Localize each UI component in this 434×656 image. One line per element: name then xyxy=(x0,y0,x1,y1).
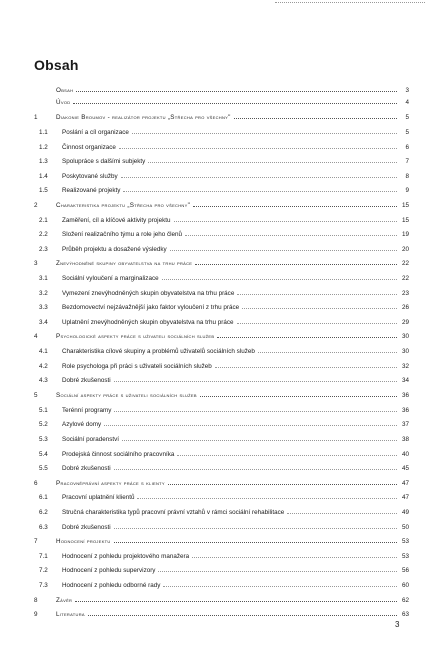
toc-entry[interactable] xyxy=(34,172,409,181)
dot-leader xyxy=(114,541,397,543)
toc-entry-page: 23 xyxy=(401,290,409,297)
dot-leader xyxy=(163,585,397,587)
toc-entry[interactable] xyxy=(34,508,409,517)
toc-entry-number: 3.2 xyxy=(39,290,48,297)
toc-entry-page: 47 xyxy=(401,494,409,501)
toc-entry[interactable] xyxy=(34,610,409,619)
toc-entry-label: Diakonie Broumov - realizátor projektu „Střecha pro všechny" xyxy=(56,114,231,121)
toc-entry-page: 30 xyxy=(401,333,409,340)
toc-entry[interactable] xyxy=(34,259,409,268)
dot-leader xyxy=(119,147,397,149)
toc-entry-label: Poskytované služby xyxy=(62,173,118,180)
toc-entry-label: Sociální vyloučení a marginalizace xyxy=(62,275,159,282)
toc-entry-number: 9 xyxy=(34,611,38,618)
toc-entry[interactable] xyxy=(34,420,409,429)
dot-leader xyxy=(88,614,397,616)
toc-entry[interactable] xyxy=(34,566,409,575)
dot-leader xyxy=(122,439,397,441)
toc-entry-label: Charakteristika projektu „Střecha pro všechny" xyxy=(56,202,191,209)
dot-leader xyxy=(114,527,397,529)
toc-entry-label: Azylové domy xyxy=(62,421,102,428)
toc-entry[interactable] xyxy=(34,406,409,415)
dot-leader xyxy=(121,176,397,178)
dot-leader xyxy=(76,90,397,92)
toc-entry-page: 36 xyxy=(401,392,409,399)
toc-entry-number: 8 xyxy=(34,597,38,604)
toc-entry-number: 2 xyxy=(34,202,38,209)
dot-leader xyxy=(174,220,398,222)
toc-entry[interactable] xyxy=(34,464,409,473)
toc-entry-number: 1.3 xyxy=(39,158,48,165)
toc-entry-label: Vymezení znevýhodněných skupin obyvatelstva na trhu práce xyxy=(62,290,235,297)
dot-leader xyxy=(192,556,397,558)
dot-leader xyxy=(217,336,397,338)
toc-entry-page: 36 xyxy=(401,407,409,414)
toc-entry-page: 9 xyxy=(405,187,409,194)
dot-leader xyxy=(177,454,397,456)
dot-leader xyxy=(158,570,397,572)
toc-entry-label: Sociální aspekty práce s uživateli sociálních služeb xyxy=(56,392,197,399)
toc-entry-number: 6.1 xyxy=(39,494,48,501)
dot-leader xyxy=(148,161,397,163)
toc-entry[interactable] xyxy=(34,216,409,225)
toc-entry-label: Charakteristika cílové skupiny a problémů uživatelů sociálních služeb xyxy=(62,348,255,355)
toc-entry-page: 37 xyxy=(401,421,409,428)
toc-entry-number: 7 xyxy=(34,538,38,545)
dot-leader xyxy=(234,117,397,119)
toc-entry-page: 34 xyxy=(401,377,409,384)
toc-entry-label: Zaměření, cíl a klíčové aktivity projektu xyxy=(62,217,171,224)
toc-entry[interactable] xyxy=(34,157,409,166)
toc-entry-page: 6 xyxy=(405,144,409,151)
toc-entry-number: 2.2 xyxy=(39,231,48,238)
toc-entry-number: 3.1 xyxy=(39,275,48,282)
toc-entry[interactable] xyxy=(34,143,409,152)
toc-entry-page: 32 xyxy=(401,363,409,370)
toc-entry-page: 49 xyxy=(401,509,409,516)
toc-entry-page: 15 xyxy=(401,217,409,224)
toc-entry[interactable] xyxy=(34,450,409,459)
toc-entry-number: 7.2 xyxy=(39,567,48,574)
toc-entry-label: Stručná charakteristika typů pracovní právní vztahů v rámci sociální rehabilitace xyxy=(62,509,285,516)
toc-entry[interactable] xyxy=(34,274,409,283)
toc-entry[interactable] xyxy=(34,537,409,546)
toc-entry-page: 20 xyxy=(401,246,409,253)
toc-entry-page: 50 xyxy=(401,524,409,531)
toc-entry-page: 15 xyxy=(401,202,409,209)
toc-entry-page: 5 xyxy=(405,114,409,121)
toc-entry-number: 4.3 xyxy=(39,377,48,384)
dot-leader xyxy=(237,322,397,324)
toc-entry[interactable] xyxy=(34,303,409,312)
toc-entry-number: 6 xyxy=(34,480,38,487)
toc-entry-label: Dobré zkušenosti xyxy=(62,377,111,384)
toc-entry[interactable] xyxy=(34,376,409,385)
toc-entry-number: 1.1 xyxy=(39,129,48,136)
toc-entry-label: Průběh projektu a dosažené výsledky xyxy=(62,246,167,253)
toc-entry[interactable] xyxy=(34,186,409,195)
toc-entry-label: Literatura xyxy=(56,611,85,618)
toc-entry-page: 3 xyxy=(405,87,409,94)
toc-entry[interactable] xyxy=(34,479,409,488)
dot-leader xyxy=(258,351,397,353)
toc-entry[interactable] xyxy=(34,347,409,356)
dot-leader xyxy=(104,424,397,426)
dot-leader xyxy=(168,483,397,485)
dot-leader xyxy=(132,132,397,134)
dot-leader xyxy=(185,234,397,236)
toc-entry[interactable] xyxy=(34,245,409,254)
toc-entry-number: 5.2 xyxy=(39,421,48,428)
dot-leader xyxy=(75,600,397,602)
dot-leader xyxy=(114,468,397,470)
toc-entry-number: 3.3 xyxy=(39,304,48,311)
toc-entry-page: 53 xyxy=(401,553,409,560)
toc-entry-number: 7.1 xyxy=(39,553,48,560)
toc-entry-number: 4.2 xyxy=(39,363,48,370)
toc-entry-label: Hodnocení z pohledu odborné rady xyxy=(62,582,161,589)
toc-entry-page: 26 xyxy=(401,304,409,311)
toc-entry[interactable] xyxy=(34,552,409,561)
toc-entry-number: 3 xyxy=(34,260,38,267)
toc-entry-number: 5 xyxy=(34,392,38,399)
toc-entry-label: Závěr xyxy=(56,597,73,604)
toc-entry-label: Pracovněprávní aspekty práce s klienty xyxy=(56,480,165,487)
toc-entry-page: 7 xyxy=(405,158,409,165)
toc-entry-label: Bezdomovectví nejzávažnější jako faktor vyloučení z trhu práce xyxy=(62,304,240,311)
dot-leader xyxy=(193,205,397,207)
toc-entry-page: 30 xyxy=(401,348,409,355)
dot-leader xyxy=(114,380,397,382)
toc-entry-number: 3.4 xyxy=(39,319,48,326)
toc-entry-page: 38 xyxy=(401,436,409,443)
toc-entry-label: Obsah xyxy=(56,87,74,94)
toc-entry-label: Role psychologa při práci s uživateli sociálních služeb xyxy=(62,363,212,370)
toc-entry[interactable] xyxy=(34,289,409,298)
dot-leader xyxy=(170,249,397,251)
toc-entry-page: 47 xyxy=(401,480,409,487)
toc-entry-label: Terénní programy xyxy=(62,407,112,414)
toc-entry-label: Složení realizačního týmu a role jeho členů xyxy=(62,231,183,238)
toc-entry-number: 5.4 xyxy=(39,451,48,458)
toc-entry-page: 60 xyxy=(401,582,409,589)
toc-entry[interactable] xyxy=(34,493,409,502)
toc-entry[interactable] xyxy=(34,523,409,532)
dot-leader xyxy=(114,410,397,412)
toc-entry-label: Uplatnění znevýhodněných skupin obyvatelstva na trhu práce xyxy=(62,319,234,326)
toc-entry-label: Hodnocení z pohledu supervizory xyxy=(62,567,156,574)
dot-leader xyxy=(123,190,397,192)
dot-leader xyxy=(73,102,397,104)
toc-entry-page: 19 xyxy=(401,231,409,238)
toc-entry-label: Pracovní uplatnění klientů xyxy=(62,494,135,501)
dot-leader xyxy=(162,278,397,280)
toc-entry[interactable] xyxy=(34,113,409,122)
top-rule xyxy=(275,2,425,3)
toc-entry-number: 4.1 xyxy=(39,348,48,355)
toc-entry-page: 22 xyxy=(401,260,409,267)
toc-entry[interactable] xyxy=(34,98,409,107)
toc-entry-page: 29 xyxy=(401,319,409,326)
toc-entry-label: Poslání a cíl organizace xyxy=(62,129,129,136)
dot-leader xyxy=(215,366,397,368)
toc-entry-page: 56 xyxy=(401,567,409,574)
toc-entry-page: 63 xyxy=(401,611,409,618)
toc-entry-number: 2.3 xyxy=(39,246,48,253)
toc-entry[interactable] xyxy=(34,362,409,371)
toc-entry-label: Dobré zkušenosti xyxy=(62,524,111,531)
toc-entry-number: 2.1 xyxy=(39,217,48,224)
toc-entry[interactable] xyxy=(34,581,409,590)
toc-entry-label: Činnost organizace xyxy=(62,144,116,151)
toc-entry-label: Realizované projekty xyxy=(62,187,121,194)
toc-entry[interactable] xyxy=(34,391,409,400)
toc-entry-page: 5 xyxy=(405,129,409,136)
toc-entry-number: 6.2 xyxy=(39,509,48,516)
toc-entry[interactable] xyxy=(34,86,409,95)
toc-entry-page: 40 xyxy=(401,451,409,458)
dot-leader xyxy=(195,263,397,265)
page-title: Obsah xyxy=(34,57,79,73)
toc-entry-label: Prodejská činnost sociálního pracovníka xyxy=(62,451,175,458)
toc-entry-number: 5.5 xyxy=(39,465,48,472)
toc-entry-label: Sociální poradenství xyxy=(62,436,120,443)
dot-leader xyxy=(200,395,397,397)
toc-entry-page: 45 xyxy=(401,465,409,472)
dot-leader xyxy=(242,307,397,309)
toc-entry-number: 1.4 xyxy=(39,173,48,180)
toc-entry-label: Dobré zkušenosti xyxy=(62,465,111,472)
toc-entry-label: Hodnocení projektu xyxy=(56,538,111,545)
page-number: 3 xyxy=(395,620,400,629)
toc-entry-page: 4 xyxy=(405,99,409,106)
toc-entry[interactable] xyxy=(34,435,409,444)
toc-entry-number: 1 xyxy=(34,114,38,121)
toc-entry[interactable] xyxy=(34,332,409,341)
toc-entry-label: Úvod xyxy=(56,99,71,106)
toc-entry-number: 5.3 xyxy=(39,436,48,443)
toc-entry-number: 1.5 xyxy=(39,187,48,194)
dot-leader xyxy=(137,497,397,499)
toc-entry[interactable] xyxy=(34,128,409,137)
toc-entry-number: 7.3 xyxy=(39,582,48,589)
toc-entry-page: 62 xyxy=(401,597,409,604)
toc-entry-label: Psychologické aspekty práce s uživateli sociálních služeb xyxy=(56,333,215,340)
toc-entry-label: Hodnocení z pohledu projektového manažera xyxy=(62,553,190,560)
toc-entry[interactable] xyxy=(34,596,409,605)
toc-entry-page: 22 xyxy=(401,275,409,282)
toc-entry-label: Spolupráce s dalšími subjekty xyxy=(62,158,146,165)
toc-entry-number: 1.2 xyxy=(39,144,48,151)
toc-entry-page: 53 xyxy=(401,538,409,545)
dot-leader xyxy=(237,293,397,295)
toc-entry[interactable] xyxy=(34,230,409,239)
dot-leader xyxy=(287,512,397,514)
toc-entry-number: 5.1 xyxy=(39,407,48,414)
toc-entry[interactable] xyxy=(34,318,409,327)
toc-entry-number: 6.3 xyxy=(39,524,48,531)
toc-entry-number: 4 xyxy=(34,333,38,340)
toc-entry-page: 8 xyxy=(405,173,409,180)
toc-entry-label: Znevýhodněné skupiny obyvatelstva na trhu práce xyxy=(56,260,193,267)
toc-entry[interactable] xyxy=(34,201,409,210)
